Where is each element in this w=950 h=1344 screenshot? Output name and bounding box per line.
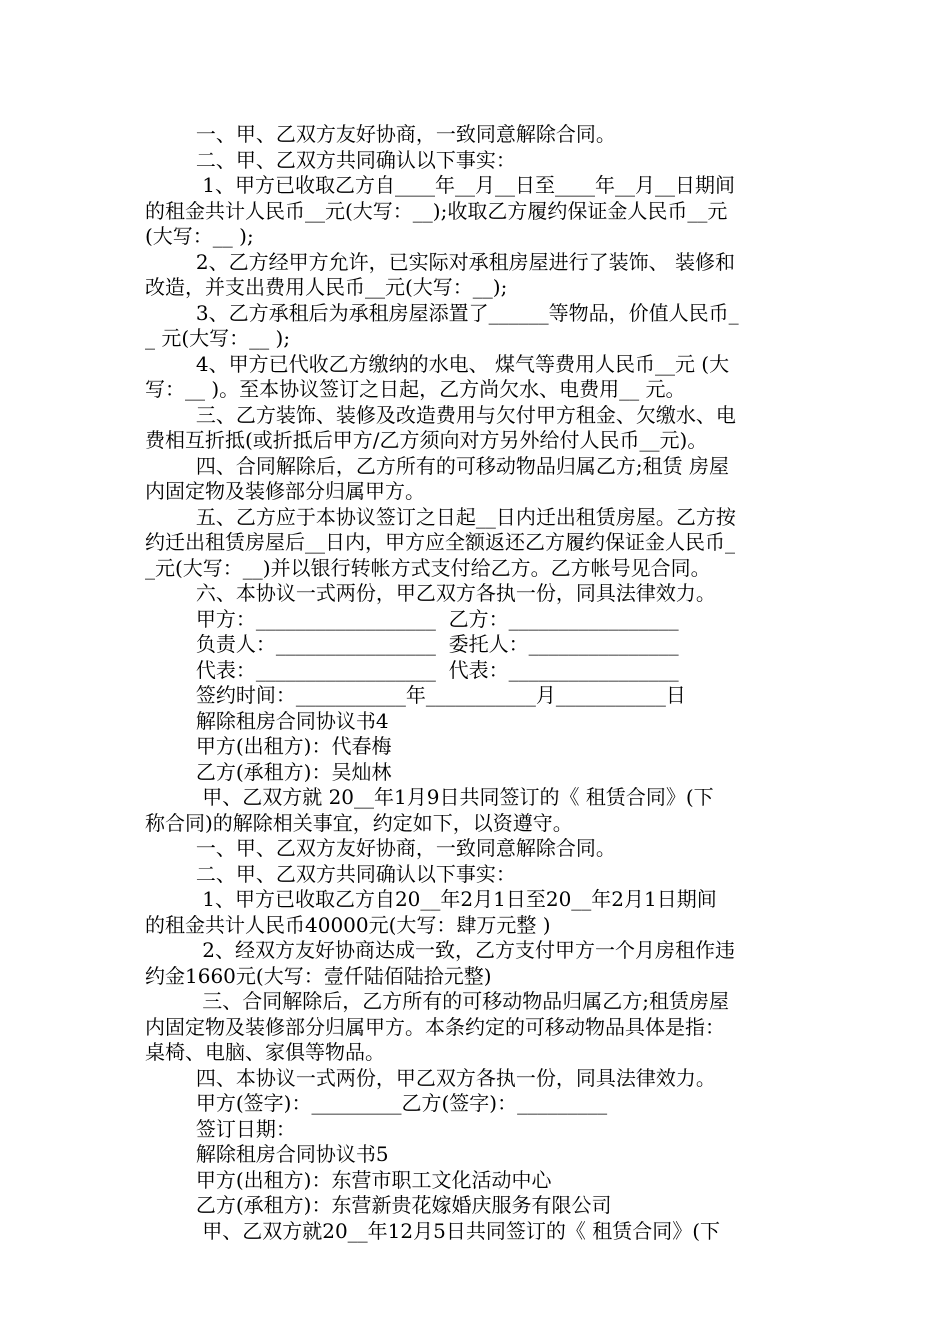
text-line: 3、乙方承租后为承租房屋添置了______等物品，价值人民币_ [145, 300, 739, 325]
text-line: 二、甲、乙双方共同确认以下事实： [145, 861, 516, 886]
party-line: 甲方(出租方)：代春梅 [145, 734, 392, 758]
text-line: 四、合同解除后，乙方所有的可移动物品归属乙方;租赁 房屋 [145, 453, 729, 478]
signature-line: 负责人：________________ 委托人：_______________ [145, 632, 679, 656]
party-line: 乙方(承租方)：吴灿林 [145, 759, 392, 784]
text-line: _ 元(大写：__ ); [145, 326, 291, 350]
signature-line: 代表：__________________ 代表：_________________ [145, 657, 679, 682]
text-line: 约金1660元(大写：壹仟陆佰陆拾元整) [145, 963, 492, 988]
text-line: 四、本协议一式两份，甲乙双方各执一份，同具法律效力。 [145, 1065, 716, 1090]
text-line: 写：__ )。至本协议签订之日起，乙方尚欠水、电费用__ 元。 [145, 377, 686, 401]
text-line: 三、合同解除后，乙方所有的可移动物品归属乙方;租赁房屋 [145, 989, 729, 1013]
text-line: 1、甲方已收取乙方自20__年2月1日至20__年2月1日期间 [145, 887, 717, 911]
date-line: 签约时间：___________年___________月___________日 [145, 683, 686, 707]
text-line: 改造，并支出费用人民币__元(大写：__); [145, 275, 508, 299]
section-title: 解除租房合同协议书4 [145, 708, 389, 733]
text-line: 五、乙方应于本协议签订之日起__日内迁出租赁房屋。乙方按 [145, 504, 736, 529]
section-title: 解除租房合同协议书5 [145, 1142, 389, 1166]
text-line: 一、甲、乙双方友好协商，一致同意解除合同。 [145, 836, 616, 860]
text-line: 一、甲、乙双方友好协商，一致同意解除合同。 [145, 122, 616, 146]
text-line: 的租金共计人民币40000元(大写：肆万元整 ) [145, 912, 551, 937]
text-line: (大写：__ ); [145, 224, 254, 248]
signature-line: 甲方(签字)：_________乙方(签字)：_________ [145, 1091, 608, 1115]
text-line: 内固定物及装修部分归属甲方。 [145, 479, 425, 503]
text-line: 2、经双方友好协商达成一致，乙方支付甲方一个月房租作违 [145, 938, 735, 962]
text-line: 桌椅、电脑、家俱等物品。 [145, 1040, 385, 1064]
party-line: 乙方(承租方)：东营新贵花嫁婚庆服务有限公司 [145, 1193, 612, 1217]
document-body [145, 122, 807, 1244]
text-line: 甲、乙双方就20__年12月5日共同签订的《 租赁合同》(下 [145, 1218, 720, 1243]
text-line: 二、甲、乙双方共同确认以下事实： [145, 147, 516, 172]
text-line: 约迁出租赁房屋后__日内，甲方应全额返还乙方履约保证金人民币_ [145, 530, 735, 554]
text-line: 三、乙方装饰、装修及改造费用与欠付甲方租金、欠缴水、电 [145, 402, 736, 427]
text-line: 六、本协议一式两份，甲乙双方各执一份，同具法律效力。 [145, 581, 716, 605]
party-line: 甲方(出租方)：东营市职工文化活动中心 [145, 1167, 552, 1192]
text-line: 2、乙方经甲方允许，已实际对承租房屋进行了装饰、 装修和 [145, 249, 735, 274]
text-line: 的租金共计人民币__元(大写：__);收取乙方履约保证金人民币__元 [145, 198, 728, 223]
text-line: 内固定物及装修部分归属甲方。本条约定的可移动物品具体是指： [145, 1014, 725, 1039]
text-line: 费相互折抵(或折抵后甲方/乙方须向对方另外给付人民币__元)。 [145, 428, 708, 452]
text-line: 甲、乙双方就 20__年1月9日共同签订的《 租赁合同》(下 [145, 785, 714, 809]
signature-line: 甲方：__________________ 乙方：_________________ [145, 606, 679, 631]
text-line: 4、甲方已代收乙方缴纳的水电、 煤气等费用人民币__元 (大 [145, 351, 730, 376]
text-line: 1、甲方已收取乙方自____年__月__日至____年__月__日期间 [145, 173, 735, 197]
date-line: 签订日期： [145, 1116, 296, 1141]
text-line: _元(大写：__)并以银行转帐方式支付给乙方。乙方帐号见合同。 [145, 555, 711, 580]
text-line: 称合同)的解除相关事宜，约定如下，以资遵守。 [145, 810, 573, 835]
